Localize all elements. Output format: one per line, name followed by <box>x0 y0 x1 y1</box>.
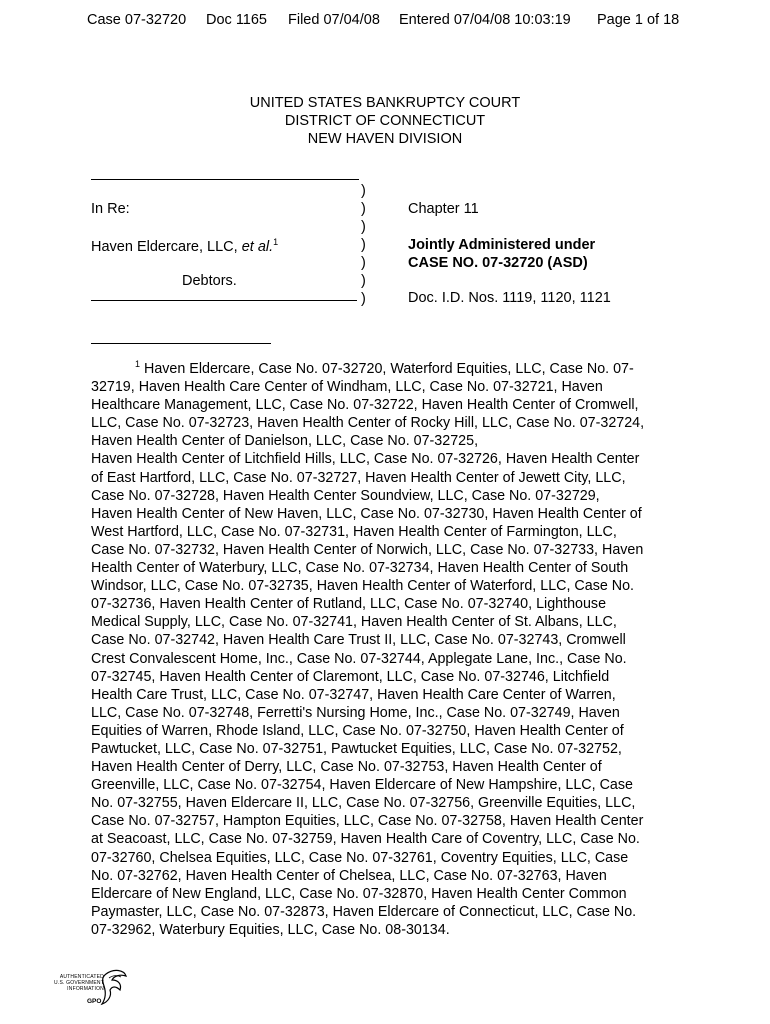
header-filed: Filed 07/04/08 <box>288 12 380 28</box>
debtor-name-text: Haven Eldercare, LLC, <box>91 238 242 255</box>
in-re-label: In Re: <box>91 201 130 217</box>
gpo-authentication-seal <box>40 966 140 1014</box>
caption-paren: ) <box>361 255 366 271</box>
header-entered: Entered 07/04/08 10:03:19 <box>399 12 571 28</box>
caption-paren: ) <box>361 201 366 217</box>
header-page: Page 1 of 18 <box>597 12 680 28</box>
case-caption <box>0 0 770 320</box>
court-line-2: DISTRICT OF CONNECTICUT <box>284 113 486 129</box>
debtors-label: Debtors. <box>182 273 237 289</box>
caption-top-rule <box>91 179 359 180</box>
seal-line-3: INFORMATION <box>67 986 104 992</box>
caption-paren: ) <box>361 219 366 235</box>
footnote-text: Haven Eldercare, Case No. 07-32720, Waterford Equities, LLC, Case No. 07- 32719, Haven Health Care Center of Windham, LLC, Case No. 07-32721, Haven Healthcare Management, LLC, Case No. 07-32722, Haven Health Center of Cromwell, LLC, Case No. 07-32723, Haven Health Center of Rocky Hill, LLC, Case No. 07-32724, Haven Health Center of Danielson, LLC, Case No. 07-32725, Haven Health Center of Litchfield Hills, LLC, Case No. 07-32726, Haven Health Center of East Hartford, LLC, Case No. 07-32727, Haven Health Center of Jewett City, LLC, Case No. 07-32728, Haven Health Center Soundview, LLC, Case No. 07-32729, Haven Health Center of New Haven, LLC, Case No. 07-32730, Haven Health Center of West Hartford, LLC, Case No. 07-32731, Haven Health Center of Farmington, LLC, Case No. 07-32732, Haven Health Center of Norwich, LLC, Case No. 07-32733, Haven Health Center of Waterbury, LLC, Case No. 07-32734, Haven Health Center of South Windsor, LLC, Case No. 07-32735, Haven Health Center of Waterford, LLC, Case No. 07-32736, Haven Health Center of Rutland, LLC, Case No. 07-32740, Lighthouse Medical Supply, LLC, Case No. 07-32741, Haven Health Center of St. Albans, LLC, Case No. 07-32742, Haven Health Care Trust II, LLC, Case No. 07-32743, Cromwell Crest Convalescent Home, Inc., Case No. 07-32744, Applegate Lane, Inc., Case No. 07-32745, Haven Health Center of Claremont, LLC, Case No. 07-32746, Litchfield Health Care Trust, LLC, Case No. 07-32747, Haven Health Care Center of Warren, LLC, Case No. 07-32748, Ferretti's Nursing Home, Inc., Case No. 07-32749, Haven Equities of Warren, Rhode Island, LLC, Case No. 07-32750, Haven Health Center of Pawtucket, LLC, Case No. 07-32751, Pawtucket Equities, LLC, Case No. 07-32752, Haven Health Center of Derry, LLC, Case No. 07-32753, Haven Health Center of Greenville, LLC, Case No. 07-32754, Haven Eldercare of New Hampshire, LLC, Case No. 07-32755, Haven Eldercare II, LLC, Case No. 07-32756, Greenville Equities, LLC, Case No. 07-32757, Hampton Equities, LLC, Case No. 07-32758, Haven Health Center at Seacoast, LLC, Case No. 07-32759, Haven Health Care of Coventry, LLC, Case No. 07-32760, Chelsea Equities, LLC, Case No. 07-32761, Coventry Equities, LLC, Case No. 07-32762, Haven Health Center of Chelsea, LLC, Case No. 07-32763, Haven Eldercare of New England, LLC, Case No. 07-32870, Haven Health Center Common Paymaster, LLC, Case No. 07-32873, Haven Eldercare of Connecticut, LLC, Case No. 07-32962, Waterbury Equities, LLC, Case No. 08-30134. <box>91 361 645 938</box>
header-case: Case 07-32720 <box>87 12 187 28</box>
seal-caption <box>40 974 104 992</box>
footnote-mark: 1 <box>135 359 141 370</box>
footnote-1 <box>91 360 677 939</box>
eagle-icon <box>100 968 128 1008</box>
lead-case-number: CASE NO. 07-32720 (ASD) <box>408 255 588 271</box>
header-doc: Doc 1165 <box>206 12 267 28</box>
seal-line-1: AUTHENTICATED <box>59 974 104 980</box>
caption-paren: ) <box>361 237 366 253</box>
footnote-rule <box>91 343 271 344</box>
doc-id-numbers: Doc. I.D. Nos. 1119, 1120, 1121 <box>408 290 611 306</box>
caption-paren: ) <box>361 273 366 289</box>
caption-paren: ) <box>361 291 366 307</box>
debtor-name <box>91 237 278 255</box>
court-line-3: NEW HAVEN DIVISION <box>307 131 463 147</box>
caption-bottom-rule <box>91 300 357 301</box>
seal-line-2: U.S. GOVERNMENT <box>54 980 104 986</box>
court-line-1: UNITED STATES BANKRUPTCY COURT <box>249 95 521 111</box>
chapter-label: Chapter 11 <box>408 201 479 217</box>
jointly-administered: Jointly Administered under <box>408 237 596 253</box>
et-al: et al. <box>241 238 274 255</box>
seal-gpo: GPO <box>87 998 102 1005</box>
caption-paren: ) <box>361 183 366 199</box>
footnote-ref: 1 <box>273 237 279 247</box>
